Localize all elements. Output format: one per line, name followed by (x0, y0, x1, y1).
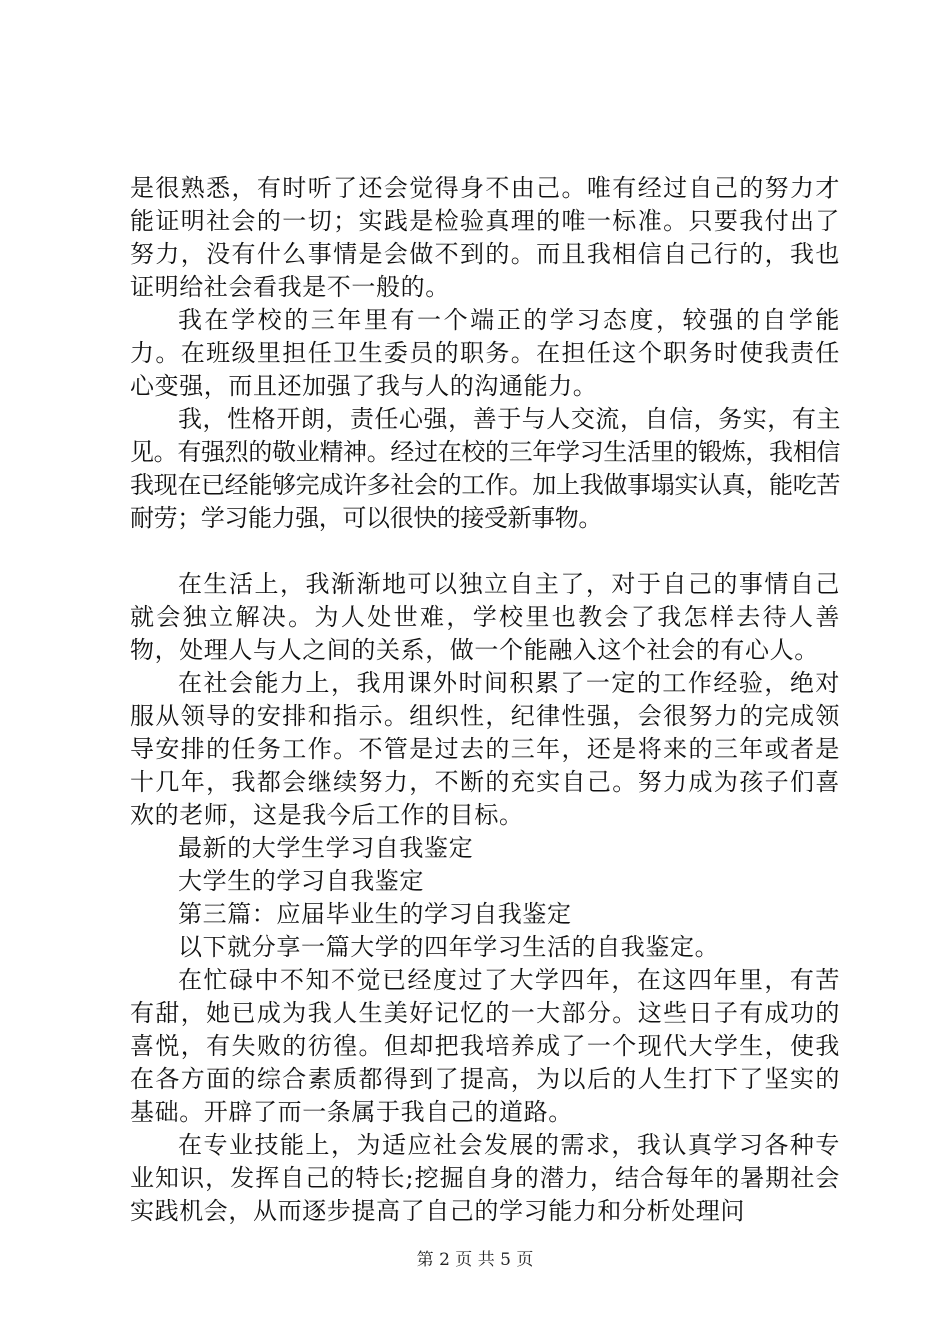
paragraph-four-years: 在忙碌中不知不觉已经度过了大学四年，在这四年里，有苦有甜，她已成为我人生美好记忆的一大部分。这些日子有成功的喜悦，有失败的彷徨。但却把我培养成了一个现代大学生，使我在各方面的综合素质都得到了提高，为以后的人生打下了坚实的基础。开辟了而一条属于我自己的道路。 (130, 966, 840, 1126)
heading-part-three: 第三篇：应届毕业生的学习自我鉴定 (178, 900, 572, 928)
paragraph-study-attitude: 我在学校的三年里有一个端正的学习态度，较强的自学能力。在班级里担任卫生委员的职务。在担任这个职务时使我责任心变强，而且还加强了我与人的沟通能力。 (130, 306, 840, 400)
page-number-footer: 第 2 页 共 5 页 (416, 1250, 534, 1270)
paragraph-social-ability: 在社会能力上，我用课外时间积累了一定的工作经验，绝对服从领导的安排和指示。组织性，纪律性强，会很努力的完成领导安排的任务工作。不管是过去的三年，还是将来的三年或者是十几年，我都会继续努力，不断的充实自己。努力成为孩子们喜欢的老师，这是我今后工作的目标。 (130, 669, 840, 829)
heading-latest-self-evaluation: 最新的大学生学习自我鉴定 (178, 834, 474, 862)
heading-student-self-evaluation: 大学生的学习自我鉴定 (178, 867, 424, 895)
paragraph-life: 在生活上，我渐渐地可以独立自主了，对于自己的事情自己就会独立解决。为人处世难，学校里也教会了我怎样去待人善物，处理人与人之间的关系，做一个能融入这个社会的有心人。 (130, 570, 840, 664)
document-body (130, 172, 840, 1228)
paragraph-gap (130, 535, 840, 568)
paragraph-continuation: 是很熟悉，有时听了还会觉得身不由己。唯有经过自己的努力才能证明社会的一切；实践是检验真理的唯一标准。只要我付出了努力，没有什么事情是会做不到的。而且我相信自己行的，我也证明给社会看我是不一般的。 (130, 174, 840, 301)
paragraph-personality: 我，性格开朗，责任心强，善于与人交流，自信，务实，有主见。有强烈的敬业精神。经过在校的三年学习生活里的锻炼，我相信我现在已经能够完成许多社会的工作。加上我做事塌实认真，能吃苦耐劳；学习能力强，可以很快的接受新事物。 (130, 405, 840, 532)
paragraph-intro: 以下就分享一篇大学的四年学习生活的自我鉴定。 (178, 933, 720, 961)
paragraph-professional-skills: 在专业技能上，为适应社会发展的需求，我认真学习各种专业知识，发挥自己的特长;挖掘自身的潜力，结合每年的暑期社会实践机会，从而逐步提高了自己的学习能力和分析处理问 (130, 1131, 840, 1225)
